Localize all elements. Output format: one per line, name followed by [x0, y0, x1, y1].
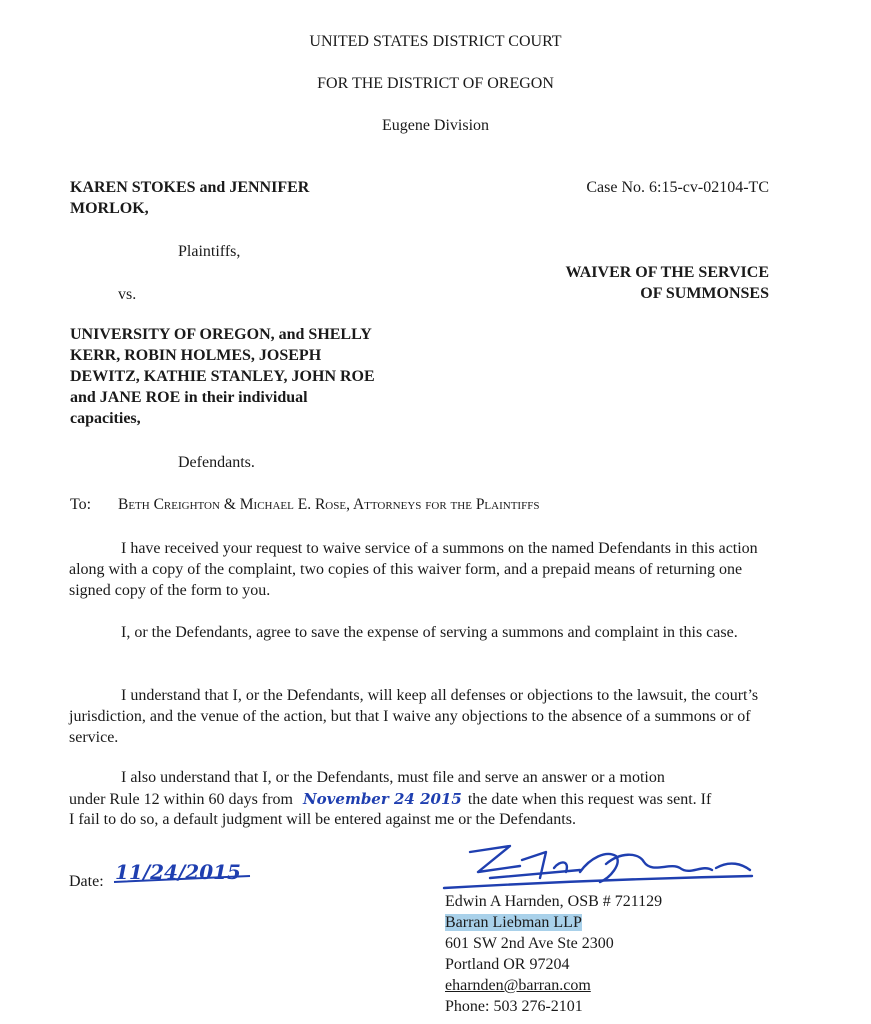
deadline-line1: I also understand that I, or the Defendants, must file and serve an answer or a motion [121, 769, 665, 786]
signature-image [430, 838, 760, 896]
body-paragraph: I have received your request to waive service of a summons on the named Defendants in this action along with a copy of the complaint, two copies of this waiver form, and a prepaid means of returning one signed copy of the form to you. [69, 540, 758, 599]
body-paragraph: I, or the Defendants, agree to save the expense of serving a summons and complaint in this case. [121, 624, 738, 641]
defendants-line: and JANE ROE in their individual [70, 389, 308, 406]
defendants-line: DEWITZ, KATHIE STANLEY, JOHN ROE [70, 368, 375, 385]
defendants-label: Defendants. [178, 454, 255, 471]
document-title-line1: WAIVER OF THE SERVICE [565, 264, 769, 281]
versus-label: vs. [118, 286, 137, 303]
handwritten-sent-date: November 24 2015 [302, 790, 462, 808]
address-line2: Portland OR 97204 [445, 956, 570, 973]
deadline-line2 [69, 790, 711, 809]
law-firm-name: Barran Liebman LLP [445, 914, 582, 931]
court-name: UNITED STATES DISTRICT COURT [309, 33, 562, 50]
email-link[interactable]: eharnden@barran.com [445, 977, 591, 994]
district-name: FOR THE DISTRICT OF OREGON [317, 75, 554, 92]
address-line1: 601 SW 2nd Ave Ste 2300 [445, 935, 614, 952]
deadline-line2-end: the date when this request was sent. If [467, 791, 712, 808]
date-label: Date: [69, 873, 104, 890]
defendants-line: capacities, [70, 410, 141, 427]
plaintiffs-label: Plaintiffs, [178, 243, 241, 260]
deadline-line2-start: under Rule 12 within 60 days from [69, 791, 293, 808]
division-name: Eugene Division [381, 117, 490, 134]
defendants-line: KERR, ROBIN HOLMES, JOSEPH [70, 347, 322, 364]
phone-number: Phone: 503 276-2101 [445, 998, 583, 1015]
plaintiffs-names-line2: MORLOK, [70, 200, 149, 217]
date-underline [112, 874, 252, 888]
email-link-wrap [445, 977, 591, 995]
body-paragraph: I understand that I, or the Defendants, will keep all defenses or objections to the lawsuit, the court’s jurisdiction, and the venue of the action, but that I waive any objections to the absence of a summons or of service. [69, 687, 759, 746]
plaintiffs-names-line1: KAREN STOKES and JENNIFER [70, 179, 310, 196]
law-firm [445, 914, 582, 932]
handwritten-date: 11/24/2015 [115, 860, 241, 884]
deadline-line3: I fail to do so, a default judgment will be entered against me or the Defendants. [69, 811, 576, 828]
case-number: Case No. 6:15-cv-02104-TC [586, 179, 769, 196]
document-title-line2: OF SUMMONSES [640, 285, 769, 302]
recipients: Beth Creighton & Michael E. Rose, Attorneys for the Plaintiffs [118, 496, 540, 513]
to-label: To: [70, 496, 92, 513]
defendants-line: UNIVERSITY OF OREGON, and SHELLY [70, 326, 372, 343]
attorney-name: Edwin A Harnden, OSB # 721129 [445, 893, 663, 910]
